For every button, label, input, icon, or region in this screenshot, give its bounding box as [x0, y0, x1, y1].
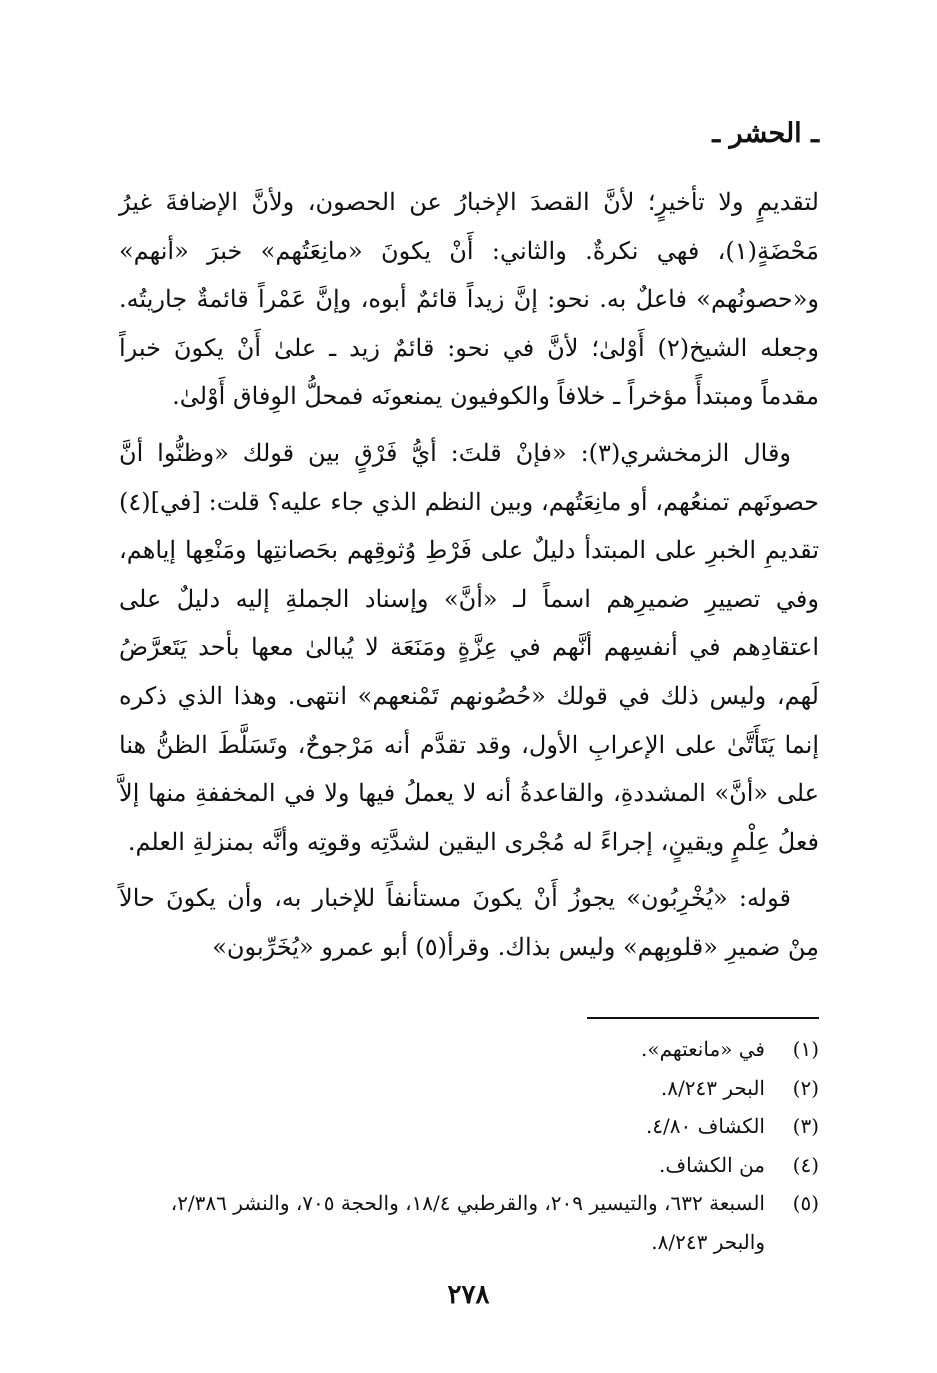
- footnote-separator: [587, 1017, 819, 1019]
- footnote-text: السبعة ٦٣٢، والتيسير ٢٠٩، والقرطبي ١٨/٤، والحجة ٧٠٥، والنشر ٢/٣٨٦، والبحر ٨/٢٤٣.: [170, 1191, 765, 1254]
- footnote-text: الكشاف ٤/٨٠.: [645, 1114, 765, 1138]
- main-text: [119, 178, 819, 980]
- footnote-item: [119, 1069, 819, 1108]
- footnote-item: [119, 1030, 819, 1069]
- paragraph-1: لتقديمٍ ولا تأخيرٍ؛ لأنَّ القصدَ الإخبارُ عن الحصون، ولأنَّ الإضافةَ غيرُ مَحْضَةٍ(١)، فهي نكرةٌ. والثاني: أَنْ يكونَ «مانِعَتُهم» خبرَ «أنهم» و«حصونُهم» فاعلٌ به. نحو: إنَّ زيداً قائمٌ أبوه، وإنَّ عَمْراً قائمةٌ جاريتُه. وجعله الشيخ(٢) أَوْلىٰ؛ لأنَّ في نحو: قائمٌ زيد ـ علىٰ أَنْ يكونَ خبراً مقدماً ومبتدأً مؤخراً ـ خلافاً والكوفيون يمنعونَه فمحلُّ الوِفاق أَوْلىٰ.: [119, 188, 819, 411]
- footnote-number: (٤): [792, 1152, 819, 1177]
- footnote-number: (٣): [792, 1114, 819, 1138]
- footnote-item: [119, 1107, 819, 1146]
- footnote-item: [119, 1146, 819, 1185]
- footnote-number: (٢): [792, 1075, 819, 1100]
- footnote-number: (١): [792, 1037, 819, 1061]
- paragraph-3: قوله: «يُخْرِبُون» يجوزُ أَنْ يكونَ مستأنفاً للإخبار به، وأن يكونَ حالاً مِنْ ضميرِ «قلوبِهم» وليس بذاك. وقرأ(٥) أبو عمرو «يُخَرِّبون»: [119, 884, 819, 961]
- footnotes: [119, 1030, 819, 1261]
- paragraph-2: وقال الزمخشري(٣): «فإنْ قلتَ: أيُّ فَرْقٍ بين قولك «وظنُّوا أنَّ حصونَهم تمنعُهم، أو مانِعَتُهم، وبين النظم الذي جاء عليه؟ قلت: [في](٤) تقديمِ الخبرِ على المبتدأ دليلٌ على فَرْطِ وُثوقِهم بحَصانتِها ومَنْعِها إياهم، وفي تصييرِ ضميرِهم اسماً لـ «أنَّ» وإسناد الجملةِ إليه دليلٌ على اعتقادِهم في أنفسِهم أنَّهم في عِزَّةٍ ومَنَعَة لا يُبالىٰ معها بأحد يَتَعرَّضُ لَهم، وليس ذلك في قولك «حُصُونهم تَمْنعهم» انتهى. وهذا الذي ذكره إنما يَتَأَتَّىٰ على الإعرابِ الأول، وقد تقدَّم أنه مَرْجوحٌ، وتَسَلَّطَ الظنُّ هنا على «أنَّ» المشددةِ، والقاعدةُ أنه لا يعملُ فيها ولا في المخففةِ منها إلاَّ فعلُ عِلْمٍ ويقينٍ، إجراءً له مُجْرى اليقين لشدَّتِه وقوتِه وأنَّه بمنزلةِ العلم.: [119, 438, 820, 856]
- footnote-number: (٥): [792, 1191, 819, 1215]
- running-title: ـ الحشر ـ: [712, 118, 819, 149]
- footnote-text: من الكشاف.: [658, 1152, 765, 1177]
- footnote-text: البحر ٨/٢٤٣.: [660, 1075, 765, 1100]
- footnote-text: في «مانعتهم».: [640, 1037, 765, 1061]
- page-number: ٢٧٨: [447, 1280, 490, 1310]
- footnote-item: [119, 1184, 819, 1261]
